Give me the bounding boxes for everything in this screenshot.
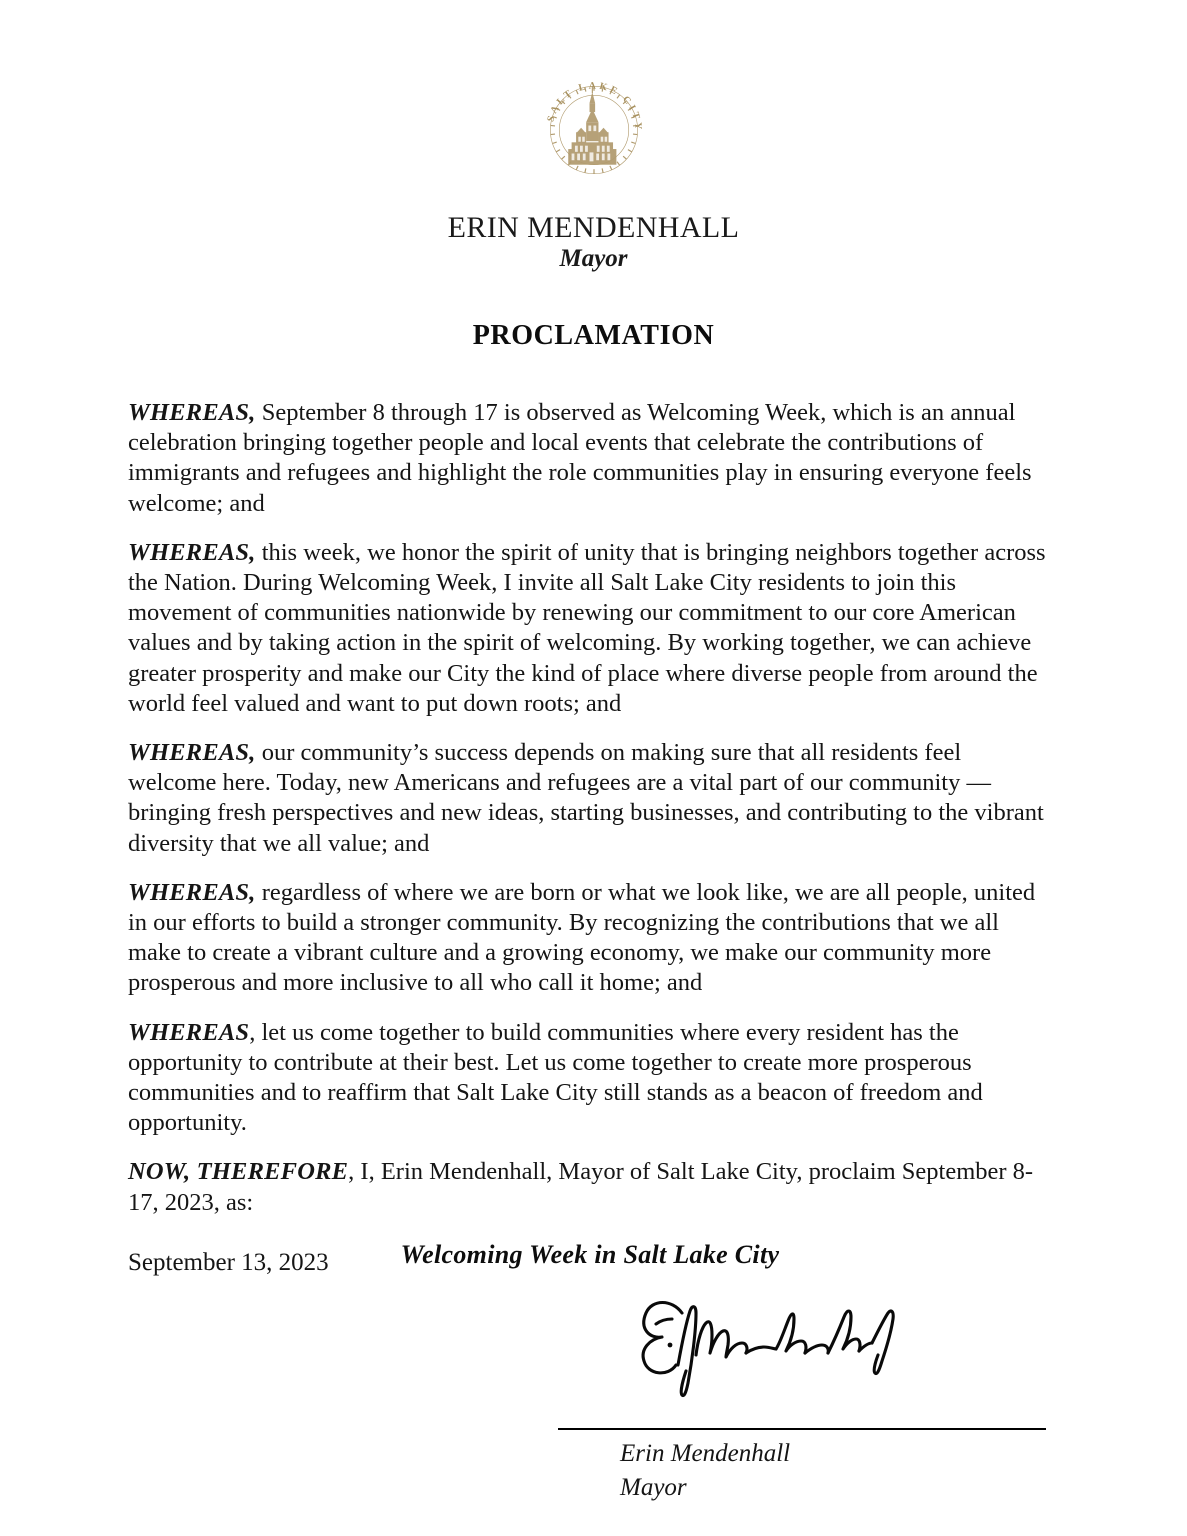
seal-ring-text: SALT LAKE CITY [544,80,644,133]
paragraph-text: regardless of where we are born or what we look like, we are all people, united in our efforts to build a stronger community. By recognizing the contributions that we all make to create a vibrant culture and a growing economy, we make our community more prosperous and more inclusive to all who call it home; and [128,878,1036,997]
signer-role: Mayor [620,1474,687,1501]
paragraph-text: this week, we honor the spirit of unity that is bringing neighbors together across the Nation. During Welcoming Week, I invite all Salt Lake City residents to join this movement of communities nationwide by renewing our commitment to our core American values and by taking action in the spirit of welcoming. By working together, we can achieve greater prosperity and make our City the kind of place where diverse people from around the world feel valued and want to put down roots; and [128,538,1046,717]
salt-lake-city-seal-icon [538,74,650,186]
paragraph-text: September 8 through 17 is observed as Welcoming Week, which is an annual celebration bringing together people and local events that celebrate the contributions of immigrants and refugees and highlight the role communities play in ensuring everyone feels welcome; and [128,399,1032,517]
proclamation-date: September 13, 2023 [128,1249,329,1276]
paragraph-lead: WHEREAS, [128,399,256,426]
whereas-paragraph-5 [128,1018,1052,1139]
paragraph-lead: WHEREAS [128,1018,250,1046]
signature-rule [558,1428,1046,1430]
proclamation-body [128,398,1052,1270]
mayor-title: Mayor [559,245,628,272]
paragraph-text: , let us come together to build communities where every resident has the opportunity to contribute at their best. Let us come together to create more prosperous communities and to reaffirm that Salt Lake City still stands as a beacon of freedom and opportunity. [128,1018,983,1137]
page-title: PROCLAMATION [472,320,715,351]
paragraph-text: our community’s success depends on making sure that all residents feel welcome here. Today, new Americans and refugees are a vital part of our community — bringing fresh perspectives and new ideas, starting businesses, and contributing to the vibrant diversity that we all value; and [128,739,1044,857]
proclamation-title: Welcoming Week in Salt Lake City [400,1239,780,1269]
handwritten-signature-icon [606,1283,916,1403]
whereas-paragraph-4 [128,878,1052,999]
now-therefore-paragraph [128,1157,1052,1217]
paragraph-lead: WHEREAS, [128,538,256,566]
signer-name: Erin Mendenhall [620,1440,791,1467]
whereas-paragraph-1 [128,398,1052,519]
paragraph-lead: NOW, THEREFORE [128,1158,349,1186]
whereas-paragraph-2 [128,538,1052,719]
paragraph-lead: WHEREAS, [128,878,256,906]
paragraph-lead: WHEREAS, [128,739,256,767]
seal-container [0,74,1187,186]
mayor-name: ERIN MENDENHALL [447,211,740,244]
whereas-paragraph-3 [128,738,1052,859]
paragraph-text: , I, Erin Mendenhall, Mayor of Salt Lake City, proclaim September 8-17, 2023, as: [128,1158,1034,1216]
